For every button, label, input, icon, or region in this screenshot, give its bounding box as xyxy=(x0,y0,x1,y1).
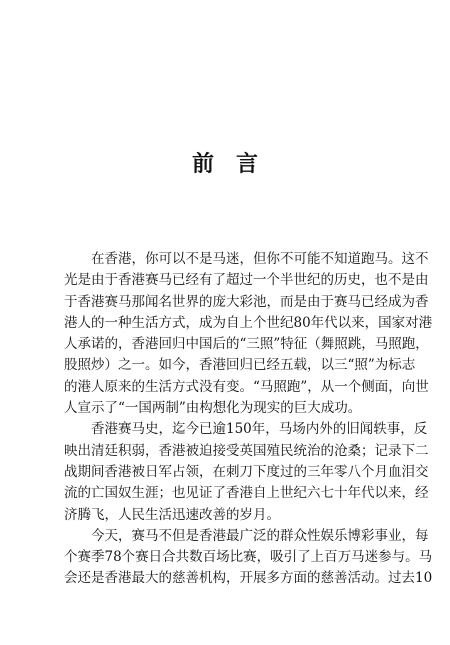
paragraph xyxy=(64,249,433,419)
text-line: 战期间香港被日军占领，在刺刀下度过的三年零八个月血泪交 xyxy=(64,463,429,480)
title-char-2: 言 xyxy=(236,151,259,177)
text-line: 会还是香港最大的慈善机构，开展多方面的慈善活动。过去10 xyxy=(64,570,433,587)
text-line: 港人的一种生活方式，成为自上个世纪80年代以来，国家对港 xyxy=(64,314,433,331)
text-line: 股照炒）之一。如今，香港回归已经五载，以三“照”为标志 xyxy=(64,357,416,374)
text-line: 人宣示了“一国两制”由构想化为现实的巨大成功。 xyxy=(64,400,362,417)
text-line: 映出清廷积弱，香港被迫接受英国殖民统治的沧桑；记录下二 xyxy=(64,442,429,459)
paragraph xyxy=(64,526,433,590)
text-line: 济腾飞，人民生活迅速改善的岁月。 xyxy=(64,506,280,523)
page-title xyxy=(0,147,450,178)
text-line: 香港赛马史，迄今已逾150年，马场内外的旧闻轶事，反 xyxy=(91,421,428,438)
text-line: 流的亡国奴生涯；也见证了香港自上世纪六七十年代以来，经 xyxy=(64,485,429,502)
text-line: 在香港，你可以不是马迷，但你不可能不知道跑马。这不 xyxy=(91,251,429,267)
text-line: 个赛季78个赛日合共数百场比赛，吸引了上百万马迷参与。马 xyxy=(64,549,433,566)
body-text xyxy=(64,249,433,590)
text-line: 于香港赛马那闻名世界的庞大彩池，而是由于赛马已经成为香 xyxy=(64,293,429,310)
text-line: 人承诺的，香港回归中国后的“三照”特征（舞照跳，马照跑， xyxy=(64,336,429,353)
text-line: 的港人原来的生活方式没有变。“马照跑”，从一个侧面，向世 xyxy=(64,378,429,395)
paragraph xyxy=(64,419,429,525)
text-line: 今天，赛马不但是香港最广泛的群众性娱乐博彩事业，每 xyxy=(91,527,429,544)
text-line: 光是由于香港赛马已经有了超过一个半世纪的历史，也不是由 xyxy=(64,272,429,289)
title-char-1: 前 xyxy=(191,151,214,177)
